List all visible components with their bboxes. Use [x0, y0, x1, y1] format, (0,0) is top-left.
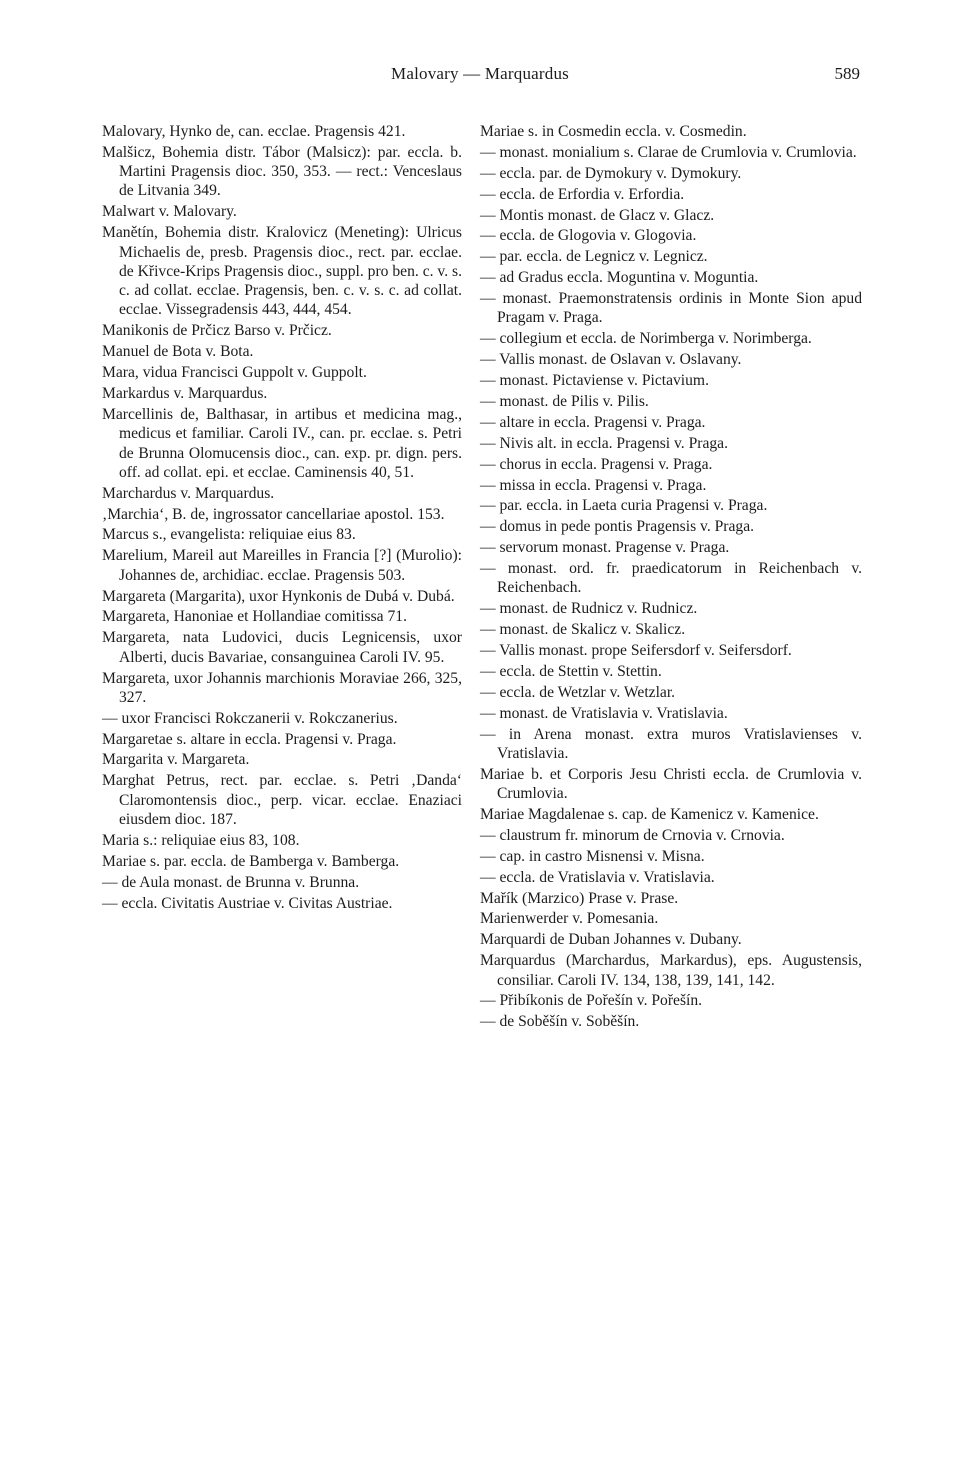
- index-entry: — eccla. de Stettin v. Stettin.: [480, 662, 662, 680]
- index-entry: Margaretae s. altare in eccla. Pragensi v. Praga.: [102, 730, 397, 748]
- index-entry: — eccla. Civitatis Austriae v. Civitas Austriae.: [102, 894, 393, 912]
- index-entry: — de Soběšín v. Soběšín.: [480, 1013, 640, 1031]
- index-entry: — claustrum fr. minorum de Crnovia v. Crnovia.: [480, 826, 785, 844]
- index-entry: — par. eccla. de Legnicz v. Legnicz.: [480, 248, 708, 266]
- index-entry: — in Arena monast. extra muros Vratislavienses v. Vratislavia.: [480, 725, 862, 762]
- index-entry: Markardus v. Marquardus.: [102, 385, 268, 403]
- index-entry: Margareta, nata Ludovici, ducis Legnicensis, uxor Alberti, ducis Bavariae, consanguinea Caroli IV. 95.: [102, 629, 462, 666]
- index-entry: — uxor Francisci Rokczanerii v. Rokczanerius.: [102, 709, 398, 727]
- index-entry: — eccla. de Wetzlar v. Wetzlar.: [480, 683, 676, 701]
- index-entry: — Montis monast. de Glacz v. Glacz.: [480, 206, 715, 224]
- index-entry: Manuel de Bota v. Bota.: [102, 343, 254, 361]
- index-entry: — monast. de Pilis v. Pilis.: [480, 392, 649, 410]
- index-entry: — monast. Pictaviense v. Pictavium.: [480, 372, 709, 390]
- index-entry: Malwart v. Malovary.: [102, 203, 237, 221]
- index-entry: Mařík (Marzico) Prase v. Prase.: [480, 889, 679, 907]
- index-entry: — collegium et eccla. de Norimberga v. Norimberga.: [480, 330, 812, 348]
- index-entry: Marquardi de Duban Johannes v. Dubany.: [480, 931, 742, 949]
- index-entry: Marcus s., evangelista: reliquiae eius 83.: [102, 526, 356, 544]
- index-entry: Manětín, Bohemia distr. Kralovicz (Meneting): Ulricus Michaelis de, presb. Pragensis dioc., rect. par. ecclae. de Křivce-Krips Pragensis dioc., suppl. pro ben. c. v. s. c. ad collat. ecclae. Pragensis, ben. c. v. s. c. ad collat. ecclae. Vissegradensis 443, 444, 454.: [102, 224, 462, 319]
- index-entry: — par. eccla. in Laeta curia Pragensi v. Praga.: [480, 497, 768, 515]
- running-head: Malovary — Marquardus: [391, 64, 569, 83]
- left-column: [102, 122, 462, 914]
- index-entry: Margarita v. Margareta.: [102, 751, 250, 769]
- index-entry: — missa in eccla. Pragensi v. Praga.: [480, 476, 707, 494]
- index-entry: — servorum monast. Pragense v. Praga.: [480, 539, 730, 557]
- index-entry: Marghat Petrus, rect. par. ecclae. s. Petri ‚Danda‘ Claromontensis dioc., perp. vicar. ecclae. Enaziaci eiusdem dioc. 187.: [102, 772, 462, 828]
- page-number: 589: [834, 64, 860, 83]
- index-entry: — monast. de Skalicz v. Skalicz.: [480, 621, 686, 639]
- index-entry: — ad Gradus eccla. Moguntina v. Moguntia.: [480, 269, 759, 287]
- index-entry: Marienwerder v. Pomesania.: [480, 910, 659, 928]
- index-entry: — de Aula monast. de Brunna v. Brunna.: [102, 873, 360, 891]
- index-entry: Marcellinis de, Balthasar, in artibus et medicina mag., medicus et familiar. Caroli IV., can. pr. ecclae. s. Petri de Brunna Olomucensis dioc., can. exp. pr. dign. pers. off. ad collat. epi. et ecclae. Caminensis 40, 51.: [102, 405, 462, 481]
- index-entry: — Nivis alt. in eccla. Pragensi v. Praga.: [480, 434, 728, 452]
- index-entry: — Přibíkonis de Pořešín v. Pořešín.: [480, 992, 703, 1010]
- index-entry: — monast. de Rudnicz v. Rudnicz.: [480, 600, 698, 618]
- index-entry: — monast. monialium s. Clarae de Crumlovia v. Crumlovia.: [480, 143, 857, 161]
- index-entry: — chorus in eccla. Pragensi v. Praga.: [480, 455, 713, 473]
- index-entry: — Vallis monast. prope Seifersdorf v. Seifersdorf.: [480, 642, 792, 660]
- index-entry: — eccla. de Erfordia v. Erfordia.: [480, 185, 685, 203]
- index-entry: — domus in pede pontis Pragensis v. Praga.: [480, 518, 755, 536]
- index-entry: Marquardus (Marchardus, Markardus), eps. Augustensis, consiliar. Caroli IV. 134, 138, 139, 141, 142.: [480, 952, 862, 989]
- index-entry: Malšicz, Bohemia distr. Tábor (Malsicz): par. eccla. b. Martini Pragensis dioc. 350, 353. — rect.: Venceslaus de Litvania 349.: [102, 143, 462, 200]
- index-entry: Maria s.: reliquiae eius 83, 108.: [102, 831, 300, 849]
- index-entry: — monast. Praemonstratensis ordinis in Monte Sion apud Pragam v. Praga.: [480, 290, 862, 327]
- index-entry: ‚Marchia‘, B. de, ingrossator cancellariae apostol. 153.: [102, 505, 445, 523]
- index-entry: Margareta, uxor Johannis marchionis Moraviae 266, 325, 327.: [102, 669, 462, 706]
- index-entry: Margareta, Hanoniae et Hollandiae comitissa 71.: [102, 608, 407, 626]
- index-entry: — Vallis monast. de Oslavan v. Oslavany.: [480, 351, 742, 369]
- index-entry: Manikonis de Prčicz Barso v. Prčicz.: [102, 322, 332, 340]
- index-entry: Margareta (Margarita), uxor Hynkonis de Dubá v. Dubá.: [102, 587, 455, 605]
- index-entry: — eccla. de Vratislavia v. Vratislavia.: [480, 868, 715, 886]
- right-column: [480, 122, 862, 1033]
- index-entry: — eccla. par. de Dymokury v. Dymokury.: [480, 164, 742, 182]
- index-entry: Marchardus v. Marquardus.: [102, 484, 275, 502]
- index-entry: Mariae s. in Cosmedin eccla. v. Cosmedin.: [480, 123, 747, 140]
- index-entry: — cap. in castro Misnensi v. Misna.: [480, 847, 705, 865]
- index-entry: Malovary, Hynko de, can. ecclae. Pragensis 421.: [102, 123, 406, 140]
- index-entry: — monast. de Vratislavia v. Vratislavia.: [480, 704, 728, 722]
- index-entry: Mariae Magdalenae s. cap. de Kamenicz v. Kamenice.: [480, 806, 819, 824]
- index-entry: Mariae s. par. eccla. de Bamberga v. Bamberga.: [102, 852, 400, 870]
- index-entry: — monast. ord. fr. praedicatorum in Reichenbach v. Reichenbach.: [480, 560, 862, 597]
- index-entry: — eccla. de Glogovia v. Glogovia.: [480, 227, 697, 245]
- index-entry: Mara, vidua Francisci Guppolt v. Guppolt.: [102, 364, 367, 382]
- page-header: [100, 64, 860, 94]
- index-entry: Mariae b. et Corporis Jesu Christi eccla. de Crumlovia v. Crumlovia.: [480, 765, 862, 803]
- index-entry: — altare in eccla. Pragensi v. Praga.: [480, 413, 706, 431]
- index-entry: Marelium, Mareil aut Mareilles in Francia [?] (Murolio): Johannes de, archidiac. ecclae. Pragensis 503.: [102, 547, 462, 584]
